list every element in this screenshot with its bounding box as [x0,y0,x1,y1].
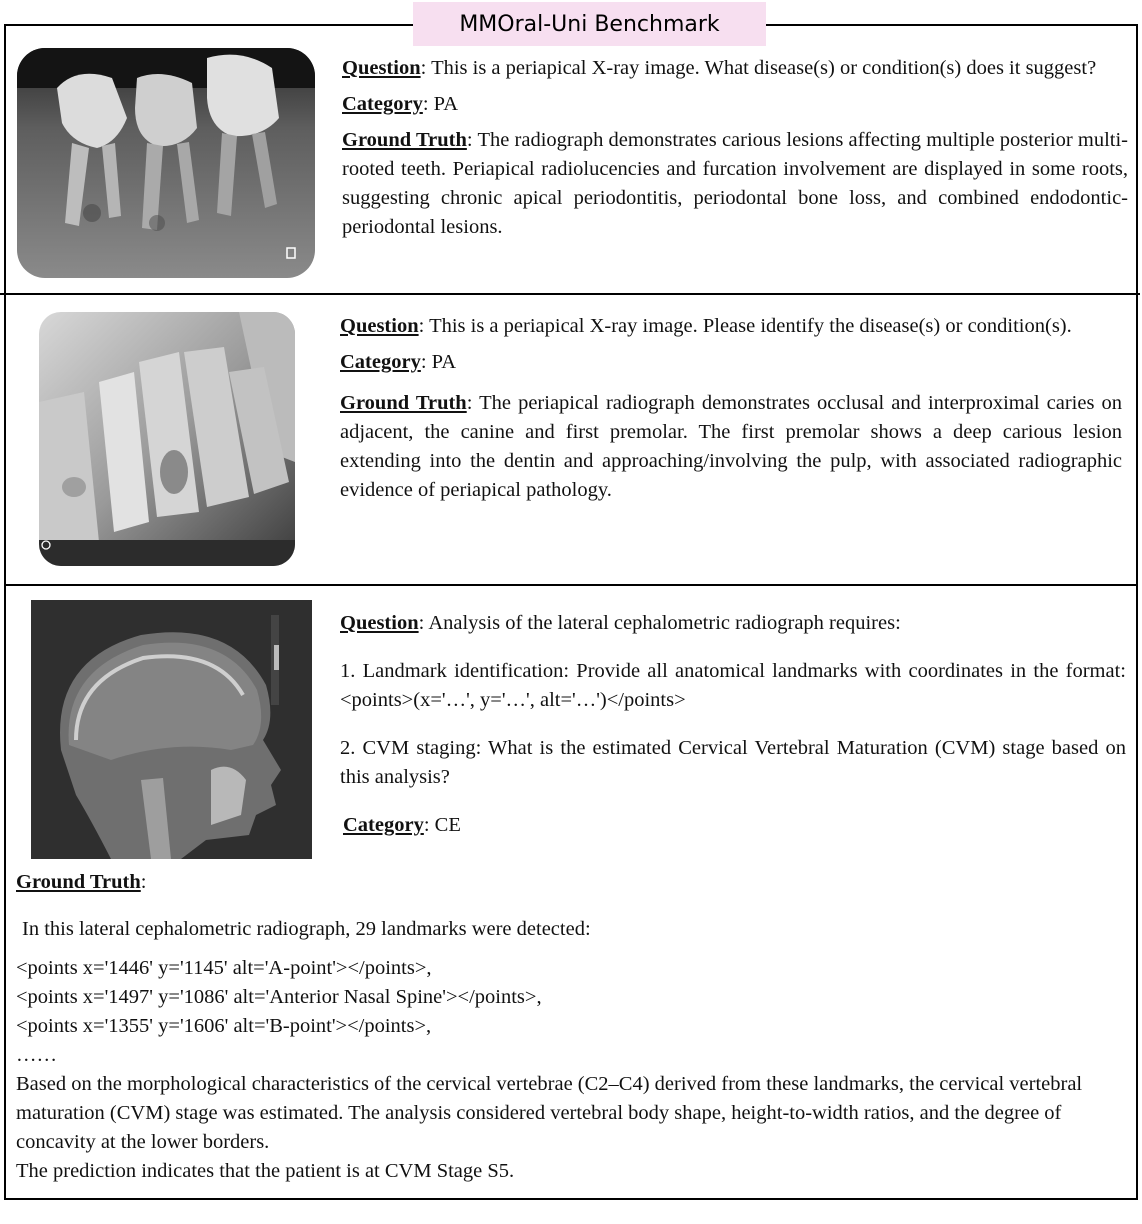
question-label: Question [340,315,419,337]
question-label: Question [342,57,421,79]
category-value: CE [434,814,461,836]
periapical-xray-image-1 [17,48,315,278]
question-text: This is a periapical X-ray image. What disease(s) or condition(s) does it suggest? [431,57,1097,79]
landmark-point-line: <points x='1355' y='1606' alt='B-point'></points>, [16,1015,432,1037]
question-label: Question [340,612,419,634]
example-1-text: Question: This is a periapical X-ray image. What disease(s) or condition(s) does it suggest? Category: PA Ground Truth: The radiograph demonstrates carious lesions affecting multiple posterior multi-rooted teeth. Periapical radiolucencies and furcation involvement are displayed in some roots, suggesting chronic apical periodontitis, periodontal bone loss, and combined endodontic-periodontal lesions. [342,57,1129,238]
ground-truth-text: The radiograph demonstrates carious lesions affecting multiple posterior multi-rooted teeth. Periapical radiolucencies and furcation involvement are displayed in some roots, suggesting chronic apical periodontitis, periodontal bone loss, and combined endodontic-periodontal lesions. [342,129,1129,238]
benchmark-title: MMOral-Uni Benchmark [413,2,766,46]
periapical-xray-image-2 [39,312,295,566]
ground-truth-label: Ground Truth [16,871,141,893]
example-3-text: Question: Analysis of the lateral cephalometric radiograph requires: 1. Landmark identification: Provide all anatomical landmarks with coordinates in the format: <points>(x='…', y='…', alt='…')</points> 2. CVM staging: What is the estimated Cervical Vertebral Maturation (CVM) stage based on this analysis? Category: CE [340,612,1126,836]
section-divider [0,293,1140,295]
category-label: Category [343,814,424,836]
cephalometric-xray-image [31,600,312,859]
question-item-2: 2. CVM staging: What is the estimated Cervical Vertebral Maturation (CVM) stage based on this analysis? [340,737,1126,788]
question-item-1: 1. Landmark identification: Provide all anatomical landmarks with coordinates in the format: <points>(x='…', y='…', alt='…')</points> [340,660,1126,711]
category-value: PA [431,351,456,373]
ground-truth-intro: In this lateral cephalometric radiograph, 29 landmarks were detected: [22,918,591,940]
example-3-ground-truth: Ground Truth: In this lateral cephalometric radiograph, 29 landmarks were detected: <points x='1446' y='1145' alt='A-point'></points>, <points x='1497' y='1086' alt='Anterior Nasal Spine'></points>, <points x='1355' y='1606' alt='B-point'></points>, …… Based on the morphological characteristics of the cervical vertebrae (C2–C4) derived from these landmarks, the cervical vertebral maturation (CVM) stage was estimated. The analysis considered vertebral body shape, height-to-width ratios, and the degree of concavity at the lower borders. The prediction indicates that the patient is at CVM Stage S5. [16,868,1126,1186]
section-divider [4,584,1138,586]
ground-truth-label: Ground Truth [340,392,467,414]
ground-truth-text: The periapical radiograph demonstrates occlusal and interproximal caries on adjacent, the canine and first premolar. The first premolar shows a deep carious lesion extending into the dentin and approaching/involving the pulp, with associated radiographic evidence of periapical pathology. [340,392,1122,501]
landmark-point-line: <points x='1497' y='1086' alt='Anterior Nasal Spine'></points>, [16,986,542,1008]
ellipsis: …… [16,1044,57,1066]
ground-truth-label: Ground Truth [342,129,467,151]
category-value: PA [433,93,458,115]
ground-truth-conclusion: Based on the morphological characteristics of the cervical vertebrae (C2–C4) derived from these landmarks, the cervical vertebral maturation (CVM) stage was estimated. The analysis considered vertebral body shape, height-to-width ratios, and the degree of concavity at the lower borders. [16,1073,1083,1153]
question-text: This is a periapical X-ray image. Please identify the disease(s) or condition(s). [429,315,1072,337]
category-label: Category [342,93,423,115]
landmark-point-line: <points x='1446' y='1145' alt='A-point'></points>, [16,957,432,979]
ground-truth-prediction: The prediction indicates that the patient is at CVM Stage S5. [16,1160,515,1182]
question-text: Analysis of the lateral cephalometric radiograph requires: [428,612,901,634]
example-2-text: Question: This is a periapical X-ray image. Please identify the disease(s) or condition(s). Category: PA Ground Truth: The periapical radiograph demonstrates occlusal and interproximal caries on adjacent, the canine and first premolar. The first premolar shows a deep carious lesion extending into the dentin and approaching/involving the pulp, with associated radiographic evidence of periapical pathology. [340,315,1122,501]
category-label: Category [340,351,421,373]
